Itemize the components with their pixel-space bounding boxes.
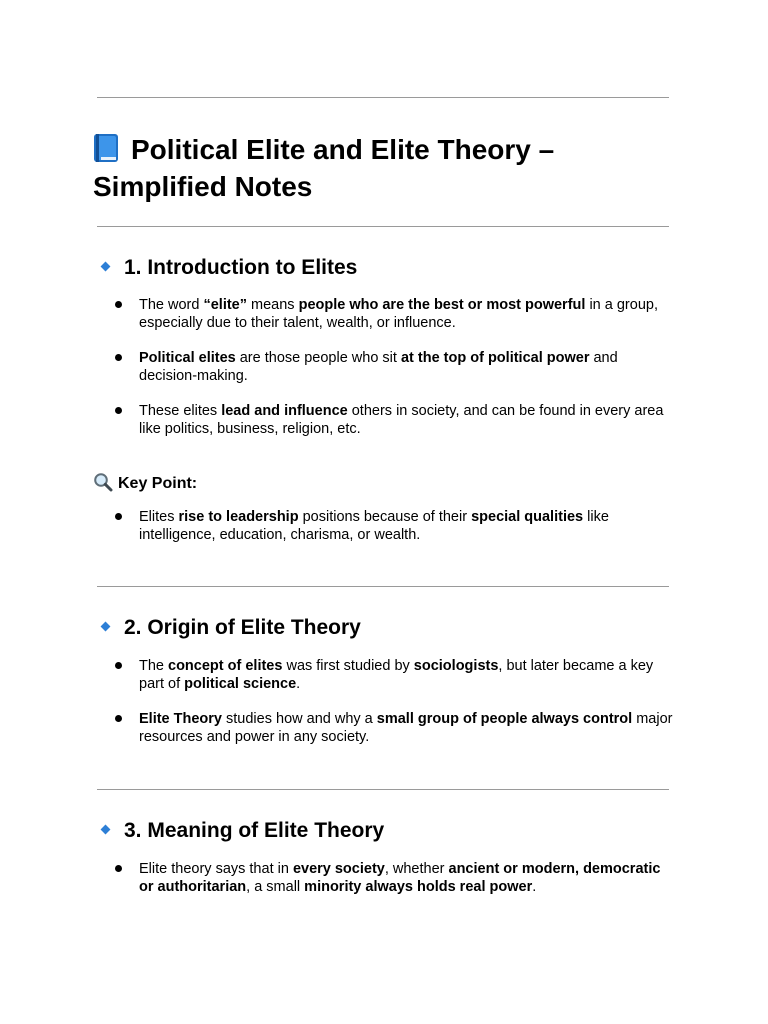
bold-text: every society [292,861,385,877]
section-3-bullet-list [115,860,675,896]
list-item [115,508,675,544]
bold-text: lead and influence [221,403,348,419]
text-run: was first studied by [282,658,414,674]
text-run: positions because of their [298,509,472,525]
divider-3 [97,789,669,790]
section-1-heading-text: 1. Introduction to Elites [124,256,358,279]
text-run: , a small [246,879,305,895]
title-text: Political Elite and Elite Theory – Simplified Notes [93,134,555,202]
bullet-text [139,297,658,331]
list-item [115,860,675,896]
text-run: are those people who sit [235,350,401,366]
key-point-label: Key Point: [118,475,198,492]
section-3-heading-text: 3. Meaning of Elite Theory [124,819,385,842]
bold-text: at the top of political power [400,350,590,366]
text-run: The [139,658,169,674]
section-2-heading-text: 2. Origin of Elite Theory [124,616,361,639]
bullet-dot-icon [115,513,122,520]
section-1-bullet-list [115,296,675,438]
bullet-dot-icon [115,301,122,308]
text-run: . [532,879,537,895]
bullet-text [139,711,672,745]
text-run: The word [139,297,204,313]
section-2-bullet-list [115,657,675,746]
bullet-text [139,403,663,437]
text-run: Elite theory says that in [139,861,293,877]
section-3-heading [102,818,384,844]
text-run: Elites [139,509,179,525]
magnifier-icon [93,472,113,492]
bold-text: sociologists [413,658,499,674]
bullet-dot-icon [115,407,122,414]
book-icon [93,133,119,163]
section-1-heading [102,255,357,281]
bold-text: small group of people always control [376,711,633,727]
list-item [115,657,675,693]
bold-text: rise to leadership [178,509,299,525]
text-run: in a group, especially due to their talent, wealth, or influence. [139,297,658,331]
key-point-heading [93,472,197,495]
list-item [115,710,675,746]
page-title [93,131,693,205]
bold-text: “elite” [203,297,247,313]
diamond-icon [101,622,111,632]
text-run: means [247,297,299,313]
bold-text: people who are the best or most powerful [298,297,586,313]
bullet-text [139,658,653,692]
text-run: and decision-making. [139,350,618,384]
text-run: . [296,676,301,692]
bullet-dot-icon [115,662,122,669]
bullet-dot-icon [115,865,122,872]
list-item [115,402,675,438]
list-item [115,349,675,385]
list-item [115,296,675,332]
bold-text: concept of elites [168,658,283,674]
bold-text: minority always holds real power [304,879,533,895]
text-run: major resources and power in any society. [139,711,673,745]
bullet-text [139,350,618,384]
text-run: These elites [139,403,222,419]
key-point-bullet-list [115,508,675,544]
bullet-dot-icon [115,715,122,722]
text-run: studies how and why a [222,711,377,727]
bold-text: political science [184,676,297,692]
bold-text: Political elites [139,350,236,366]
text-run: , but later became a key part of [139,658,654,692]
bullet-dot-icon [115,354,122,361]
section-2-heading [102,615,361,641]
diamond-icon [101,825,111,835]
text-run: like intelligence, education, charisma, or wealth. [139,509,609,543]
divider-1 [97,226,669,227]
diamond-icon [101,262,111,272]
bullet-text [139,509,609,543]
divider-top [97,97,669,98]
text-run: , whether [384,861,449,877]
bullet-text [139,861,660,895]
divider-2 [97,586,669,587]
bold-text: ancient or modern, democratic or authoritarian [139,861,661,895]
bold-text: special qualities [471,509,584,525]
bold-text: Elite Theory [139,711,222,727]
text-run: others in society, and can be found in every area like politics, business, religion, etc. [139,403,664,437]
